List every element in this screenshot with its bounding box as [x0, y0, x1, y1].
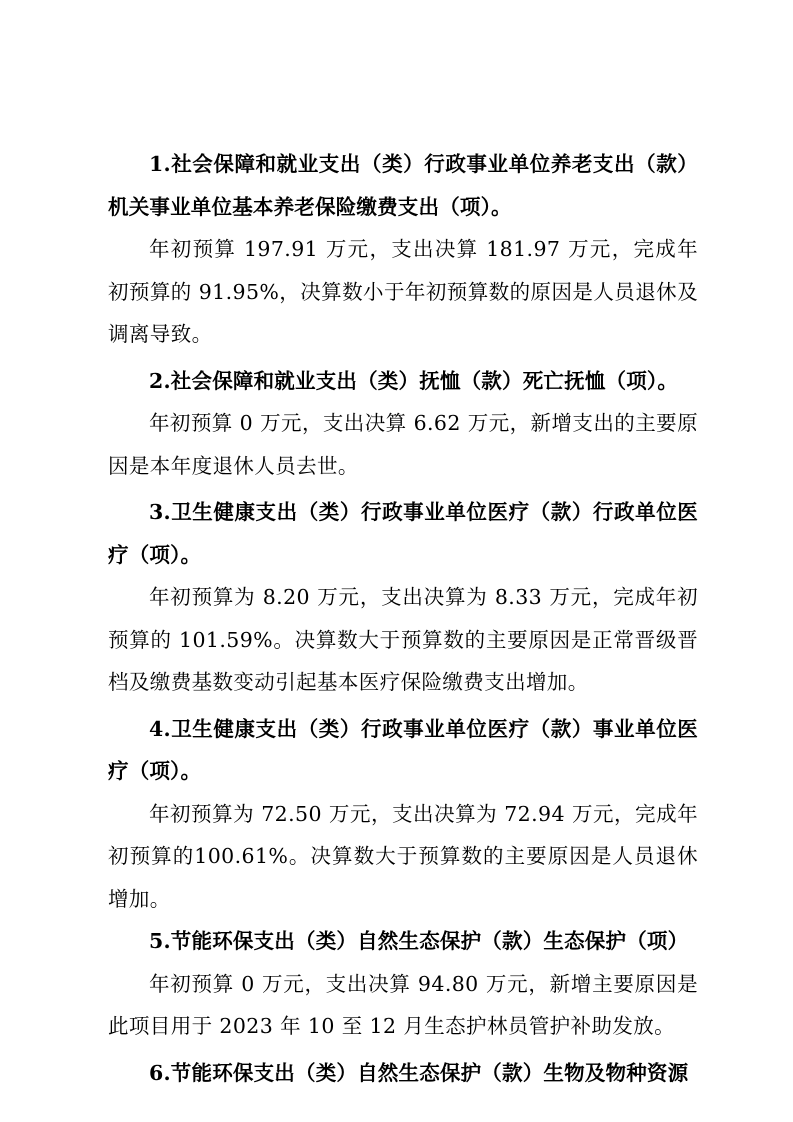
section-2-heading: 2.社会保障和就业支出（类）抚恤（款）死亡抚恤（项）。 [149, 368, 679, 393]
section-1-heading: 1.社会保障和就业支出（类）行政事业单位养老支出（款）机关事业单位基本养老保险缴费支出（项）。 [108, 152, 698, 219]
section-4-body: 年初预算为 72.50 万元，支出决算为 72.94 万元，完成年初预算的100.61%。决算数大于预算数的主要原因是人员退休增加。 [108, 801, 698, 911]
section-6-heading: 6.节能环保支出（类）自然生态保护（款）生物及物种资源 [149, 1060, 689, 1085]
section-1-body: 年初预算 197.91 万元，支出决算 181.97 万元，完成年初预算的 91.95%，决算数小于年初预算数的原因是人员退休及调离导致。 [108, 237, 698, 346]
section-4-heading: 4.卫生健康支出（类）行政事业单位医疗（款）事业单位医疗（项）。 [108, 716, 698, 783]
section-2-body: 年初预算 0 万元，支出决算 6.62 万元，新增支出的主要原因是本年度退休人员去世。 [108, 411, 698, 478]
section-5-body: 年初预算 0 万元，支出决算 94.80 万元，新增主要原因是此项目用于 2023 年 10 至 12 月生态护林员管护补助发放。 [108, 971, 698, 1038]
document-page [108, 143, 698, 1094]
section-3-heading: 3.卫生健康支出（类）行政事业单位医疗（款）行政单位医疗（项）。 [108, 500, 698, 567]
section-5-heading: 5.节能环保支出（类）自然生态保护（款）生态保护（项） [149, 929, 689, 953]
section-3-body: 年初预算为 8.20 万元，支出决算为 8.33 万元，完成年初预算的 101.59%。决算数大于预算数的主要原因是正常晋级晋档及缴费基数变动引起基本医疗保险缴费支出增加。 [108, 585, 698, 694]
